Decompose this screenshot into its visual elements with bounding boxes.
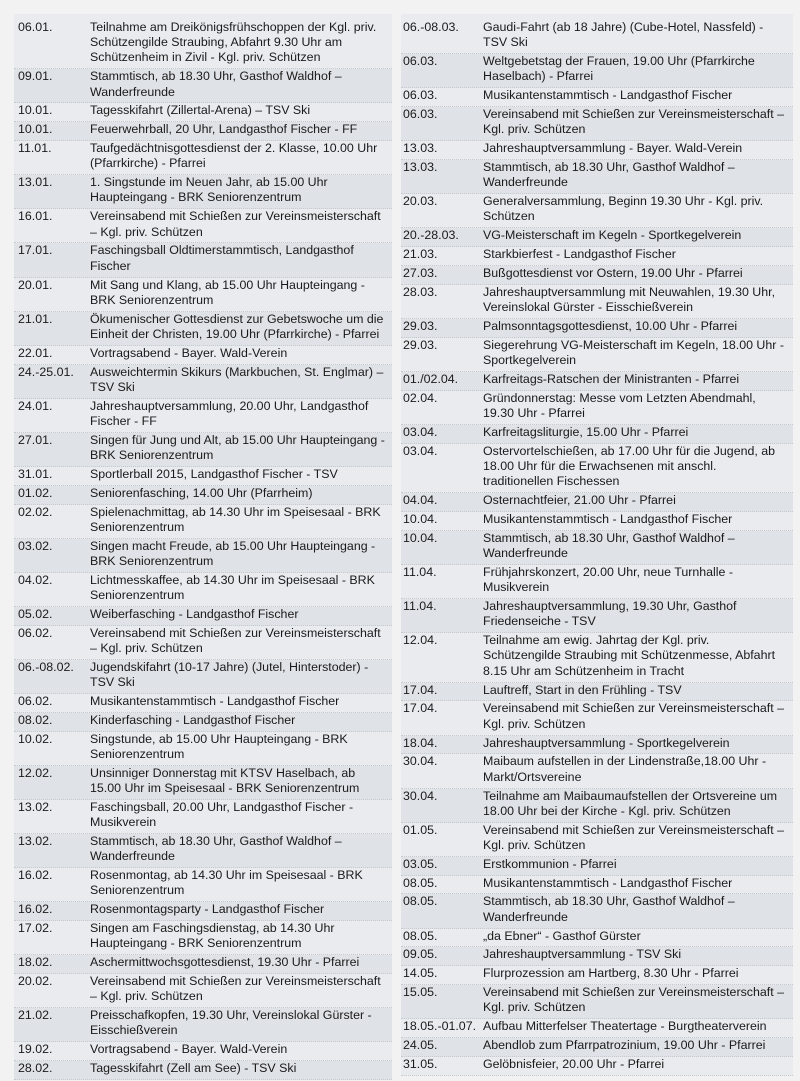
- event-date: 06.03.: [403, 107, 438, 122]
- event-description: Gaudi-Fahrt (ab 18 Jahre) (Cube-Hotel, Nassfeld) - TSV Ski: [483, 20, 764, 50]
- event-date: 11.04.: [403, 565, 437, 580]
- event-row: [401, 512, 793, 531]
- event-description: Sportlerball 2015, Landgasthof Fischer - TSV: [90, 466, 338, 481]
- event-date: 06.01.: [18, 20, 53, 34]
- event-row: [14, 278, 392, 312]
- event-row: [14, 103, 392, 122]
- event-description: Taufgedächtnisgottesdienst der 2. Klasse, 10.00 Uhr (Pfarrkirche) - Pfarrei: [90, 141, 378, 171]
- event-description: Stammtisch, ab 18.30 Uhr, Gasthof Waldhof – Wanderfreunde: [483, 894, 735, 924]
- event-row: [401, 493, 793, 512]
- event-date: 20.-28.03.: [403, 228, 459, 243]
- event-date: 01.02.: [18, 485, 53, 500]
- event-date: 17.04.: [403, 701, 438, 716]
- event-row: [401, 823, 793, 857]
- event-date: 08.05.: [403, 928, 438, 943]
- event-date: 13.02.: [18, 800, 53, 815]
- event-date: 27.03.: [403, 266, 438, 281]
- left-event-column: [14, 14, 392, 1080]
- event-date: 22.01.: [18, 345, 53, 360]
- event-row: [401, 736, 793, 755]
- event-row: [14, 399, 392, 433]
- event-description: Ostervortelschießen, ab 17.00 Uhr für die Jugend, ab 18.00 Uhr für die Erwachsenen mit anschl. traditionellen Fischessen: [483, 443, 776, 489]
- event-description: Singstunde, ab 15.00 Uhr Haupteingang - BRK Seniorenzentrum: [90, 731, 348, 762]
- event-description: Stammtisch, ab 18.30 Uhr, Gasthof Waldhof – Wanderfreunde: [483, 160, 735, 190]
- event-row: [14, 486, 392, 505]
- event-date: 30.04.: [403, 754, 438, 769]
- event-row: [401, 141, 793, 160]
- event-description: Singen für Jung und Alt, ab 15.00 Uhr Haupteingang - BRK Seniorenzentrum: [90, 432, 385, 463]
- event-description: Jahreshauptversammlung - Bayer. Wald-Verein: [483, 141, 743, 156]
- event-date: 01.05.: [403, 822, 438, 837]
- event-row: [14, 365, 392, 399]
- event-row: [14, 141, 392, 175]
- event-date: 02.02.: [18, 504, 53, 519]
- right-event-column: [401, 14, 793, 1076]
- event-row: [14, 713, 392, 732]
- event-date: 03.02.: [18, 538, 53, 553]
- event-row: [14, 20, 392, 69]
- event-row: [401, 338, 793, 372]
- event-date: 19.02.: [18, 1042, 53, 1057]
- event-date: 28.03.: [403, 284, 438, 299]
- event-row: [14, 175, 392, 209]
- event-date: 12.04.: [403, 633, 438, 648]
- event-description: Lauftreff, Start in den Frühling - TSV: [483, 682, 682, 697]
- event-description: Bußgottesdienst vor Ostern, 19.00 Uhr - Pfarrei: [483, 266, 743, 281]
- event-description: Tagesskifahrt (Zillertal-Arena) – TSV Ski: [90, 103, 311, 118]
- event-row: [401, 194, 793, 228]
- event-row: [401, 683, 793, 702]
- event-row: [14, 346, 392, 365]
- event-date: 16.01.: [18, 209, 53, 224]
- event-description: Vereinsabend mit Schießen zur Vereinsmeisterschaft – Kgl. priv. Schützen: [483, 107, 784, 137]
- event-date: 20.03.: [403, 194, 438, 209]
- event-description: Frühjahrskonzert, 20.00 Uhr, neue Turnhalle - Musikverein: [483, 565, 734, 595]
- event-date: 29.03.: [403, 319, 438, 334]
- event-row: [401, 285, 793, 319]
- event-date: 03.05.: [403, 856, 438, 871]
- event-date: 16.02.: [18, 868, 53, 883]
- event-date: 04.04.: [403, 493, 438, 508]
- event-description: VG-Meisterschaft im Kegeln - Sportkegelverein: [483, 228, 742, 243]
- event-row: [14, 1061, 392, 1080]
- event-description: Jahreshauptversammlung, 19.30 Uhr, Gasthof Friedenseiche - TSV: [483, 599, 737, 629]
- event-description: Vereinsabend mit Schießen zur Vereinsmeisterschaft – Kgl. priv. Schützen: [483, 985, 784, 1015]
- event-row: [401, 633, 793, 682]
- event-description: Feuerwehrball, 20 Uhr, Landgasthof Fischer - FF: [90, 122, 358, 137]
- event-row: [401, 160, 793, 194]
- event-description: Unsinniger Donnerstag mit KTSV Haselbach, ab 15.00 Uhr im Speisesaal - BRK Seniorenzentrum: [90, 765, 360, 796]
- event-description: Ausweichtermin Skikurs (Markbuchen, St. Englmar) – TSV Ski: [90, 364, 384, 394]
- event-row: [14, 243, 392, 277]
- event-row: [14, 1008, 392, 1042]
- event-row: [401, 894, 793, 928]
- event-row: [14, 834, 392, 868]
- event-description: Jahreshauptversammlung mit Neuwahlen, 19.30 Uhr, Vereinslokal Gürster - Eisschießverein: [483, 284, 776, 315]
- event-description: Stammtisch, ab 18.30 Uhr, Gasthof Waldhof – Wanderfreunde: [483, 530, 735, 561]
- event-date: 11.04.: [403, 599, 437, 614]
- event-description: Lichtmesskaffee, ab 14.30 Uhr im Speisesaal - BRK Seniorenzentrum: [90, 572, 375, 603]
- event-row: [14, 539, 392, 573]
- event-date: 20.02.: [18, 974, 53, 989]
- event-row: [401, 857, 793, 876]
- event-description: Generalversammlung, Beginn 19.30 Uhr - Kgl. priv. Schützen: [483, 194, 764, 224]
- event-date: 29.03.: [403, 337, 438, 352]
- event-row: [401, 754, 793, 788]
- event-description: Musikantenstammtisch - Landgasthof Fischer: [483, 512, 733, 527]
- event-description: Vereinsabend mit Schießen zur Vereinsmeisterschaft – Kgl. priv. Schützen: [90, 209, 381, 239]
- event-date: 24.01.: [18, 398, 53, 413]
- event-row: [401, 444, 793, 493]
- event-description: Spielenachmittag, ab 14.30 Uhr im Speisesaal - BRK Seniorenzentrum: [90, 504, 381, 534]
- event-description: Jahreshauptversammlung, 20.00 Uhr, Landgasthof Fischer - FF: [90, 398, 369, 428]
- event-description: Faschingsball Oldtimerstammtisch, Landgasthof Fischer: [90, 243, 354, 273]
- event-date: 21.01.: [18, 311, 53, 326]
- event-description: Kinderfasching - Landgasthof Fischer: [90, 712, 296, 727]
- event-date: 10.04.: [403, 512, 438, 527]
- event-description: Abendlob zum Pfarrpatrozinium, 19.00 Uhr - Pfarrei: [483, 1038, 766, 1053]
- event-row: [14, 868, 392, 902]
- event-description: „da Ebner“ - Gasthof Gürster: [483, 928, 641, 943]
- event-description: Gründonnerstag: Messe vom Letzten Abendmahl, 19.30 Uhr - Pfarrei: [483, 390, 756, 421]
- event-date: 01./02.04.: [403, 372, 459, 386]
- event-row: [14, 902, 392, 921]
- event-date: 03.04.: [403, 443, 438, 458]
- event-row: [14, 433, 392, 467]
- event-description: Palmsonntagsgottesdienst, 10.00 Uhr - Pfarrei: [483, 319, 738, 334]
- event-row: [401, 876, 793, 895]
- event-description: Karfreitagsliturgie, 15.00 Uhr - Pfarrei: [483, 424, 689, 439]
- event-description: Vereinsabend mit Schießen zur Vereinsmeisterschaft – Kgl. priv. Schützen: [483, 822, 784, 852]
- event-date: 08.05.: [403, 894, 438, 909]
- event-row: [401, 107, 793, 141]
- event-row: [14, 573, 392, 607]
- event-description: Rosenmontagsparty - Landgasthof Fischer: [90, 902, 325, 917]
- event-description: Stammtisch, ab 18.30 Uhr, Gasthof Waldhof – Wanderfreunde: [90, 834, 342, 864]
- event-row: [401, 1038, 793, 1057]
- event-row: [14, 974, 392, 1008]
- event-description: Gelöbnisfeier, 20.00 Uhr - Pfarrei: [483, 1057, 665, 1072]
- event-description: Vereinsabend mit Schießen zur Vereinsmeisterschaft – Kgl. priv. Schützen: [483, 701, 784, 731]
- event-description: Aufbau Mitterfelser Theatertage - Burgtheaterverein: [483, 1019, 767, 1034]
- event-description: Vortragsabend - Bayer. Wald-Verein: [90, 345, 288, 360]
- event-description: Singen am Faschingsdienstag, ab 14.30 Uhr Haupteingang - BRK Seniorenzentrum: [90, 921, 335, 951]
- event-row: [14, 626, 392, 660]
- event-date: 27.01.: [18, 432, 53, 447]
- event-date: 11.01.: [18, 141, 52, 156]
- event-date: 06.03.: [403, 54, 438, 69]
- event-row: [14, 660, 392, 694]
- event-row: [14, 732, 392, 766]
- event-description: Jugendskifahrt (10-17 Jahre) (Jutel, Hinterstoder) - TSV Ski: [90, 659, 369, 690]
- event-row: [401, 929, 793, 948]
- event-date: 13.03.: [403, 160, 438, 175]
- event-description: Osternachtfeier, 21.00 Uhr - Pfarrei: [483, 493, 676, 508]
- event-description: Aschermittwochsgottesdienst, 19.30 Uhr - Pfarrei: [90, 955, 360, 970]
- event-date: 10.01.: [18, 103, 53, 118]
- event-row: [401, 20, 793, 54]
- event-description: Karfreitags-Ratschen der Ministranten - Pfarrei: [483, 372, 740, 386]
- event-date: 18.02.: [18, 955, 53, 970]
- event-row: [401, 228, 793, 247]
- event-date: 06.02.: [18, 625, 53, 640]
- event-date: 06.03.: [403, 88, 438, 103]
- event-date: 21.02.: [18, 1008, 53, 1023]
- event-description: Teilnahme am ewig. Jahrtag der Kgl. priv. Schützengilde Straubing mit Schützenmesse, Abfahrt 8.15 Uhr am Schützenheim in Tracht: [483, 633, 776, 678]
- event-row: [401, 966, 793, 985]
- event-row: [401, 701, 793, 735]
- event-description: Vereinsabend mit Schießen zur Vereinsmeisterschaft – Kgl. priv. Schützen: [90, 625, 381, 656]
- event-row: [14, 607, 392, 626]
- event-date: 15.05.: [403, 985, 438, 1000]
- event-date: 09.01.: [18, 69, 53, 84]
- event-description: 1. Singstunde im Neuen Jahr, ab 15.00 Uhr Haupteingang - BRK Seniorenzentrum: [90, 175, 328, 205]
- event-date: 10.02.: [18, 731, 53, 746]
- event-date: 20.01.: [18, 277, 53, 292]
- event-row: [401, 54, 793, 88]
- event-date: 13.02.: [18, 834, 53, 849]
- event-date: 16.02.: [18, 902, 53, 917]
- event-row: [14, 505, 392, 539]
- event-description: Jahreshauptversammlung - Sportkegelverein: [483, 735, 730, 750]
- event-description: Musikantenstammtisch - Landgasthof Fischer: [90, 694, 340, 709]
- event-row: [14, 921, 392, 955]
- event-row: [401, 1057, 793, 1076]
- event-row: [401, 531, 793, 565]
- event-date: 02.04.: [403, 390, 438, 405]
- event-row: [401, 789, 793, 823]
- event-description: Weiberfasching - Landgasthof Fischer: [90, 606, 299, 621]
- event-date: 28.02.: [18, 1061, 53, 1076]
- event-row: [401, 985, 793, 1019]
- event-description: Musikantenstammtisch - Landgasthof Fischer: [483, 88, 733, 103]
- event-date: 17.02.: [18, 921, 53, 936]
- event-row: [401, 1019, 793, 1038]
- event-date: 31.01.: [18, 466, 53, 481]
- event-date: 13.01.: [18, 175, 53, 190]
- event-row: [14, 69, 392, 103]
- event-description: Singen macht Freude, ab 15.00 Uhr Haupteingang - BRK Seniorenzentrum: [90, 538, 376, 568]
- event-date: 08.05.: [403, 875, 438, 890]
- event-row: [14, 955, 392, 974]
- event-description: Vereinsabend mit Schießen zur Vereinsmeisterschaft – Kgl. priv. Schützen: [90, 974, 381, 1004]
- event-row: [401, 565, 793, 599]
- event-row: [401, 266, 793, 285]
- event-row: [14, 312, 392, 346]
- event-description: Rosenmontag, ab 14.30 Uhr im Speisesaal - BRK Seniorenzentrum: [90, 868, 363, 898]
- event-description: Teilnahme am Dreikönigsfrühschoppen der Kgl. priv. Schützengilde Straubing, Abfahrt 9.30 Uhr am Schützenheim in Zivil - Kgl. priv. Schützen: [90, 20, 377, 65]
- event-date: 06.-08.02.: [18, 659, 74, 674]
- event-row: [401, 599, 793, 633]
- event-description: Mit Sang und Klang, ab 15.00 Uhr Haupteingang - BRK Seniorenzentrum: [90, 277, 365, 307]
- event-date: 18.05.-01.07.: [403, 1019, 477, 1034]
- event-description: Siegerehrung VG-Meisterschaft im Kegeln, 18.00 Uhr - Sportkegelverein: [483, 337, 784, 368]
- event-date: 06.02.: [18, 694, 53, 709]
- event-date: 04.02.: [18, 572, 53, 587]
- event-row: [14, 800, 392, 834]
- event-date: 24.05.: [403, 1038, 438, 1053]
- event-description: Flurprozession am Hartberg, 8.30 Uhr - Pfarrei: [483, 966, 739, 981]
- event-description: Preisschafkopfen, 19.30 Uhr, Vereinslokal Gürster - Eisschießverein: [90, 1008, 372, 1038]
- event-row: [401, 319, 793, 338]
- event-date: 17.04.: [403, 682, 438, 697]
- event-row: [401, 425, 793, 444]
- event-description: Teilnahme am Maibaumaufstellen der Ortsvereine um 18.00 Uhr bei der Kirche - Kgl. priv. Schützen: [483, 788, 778, 818]
- event-row: [401, 391, 793, 425]
- event-date: 12.02.: [18, 765, 53, 780]
- event-row: [14, 766, 392, 800]
- event-date: 30.04.: [403, 788, 438, 803]
- event-date: 18.04.: [403, 735, 438, 750]
- event-row: [14, 122, 392, 141]
- event-date: 10.04.: [403, 530, 438, 545]
- event-row: [401, 88, 793, 107]
- event-row: [401, 947, 793, 966]
- event-description: Musikantenstammtisch - Landgasthof Fischer: [483, 875, 733, 890]
- event-date: 09.05.: [403, 947, 438, 962]
- event-date: 06.-08.03.: [403, 20, 459, 34]
- event-date: 10.01.: [18, 122, 53, 137]
- event-date: 03.04.: [403, 424, 438, 439]
- event-row: [14, 1042, 392, 1061]
- event-row: [401, 372, 793, 391]
- event-description: Jahreshauptversammlung - TSV Ski: [483, 947, 682, 962]
- event-row: [14, 467, 392, 486]
- event-row: [14, 694, 392, 713]
- event-row: [401, 247, 793, 266]
- event-date: 08.02.: [18, 712, 53, 727]
- event-description: Weltgebetstag der Frauen, 19.00 Uhr (Pfarrkirche Haselbach) - Pfarrei: [483, 54, 755, 84]
- event-row: [14, 209, 392, 243]
- event-description: Ökumenischer Gottesdienst zur Gebetswoche um die Einheit der Christen, 19.00 Uhr (Pfarrkirche) - Pfarrei: [90, 311, 384, 341]
- event-date: 14.05.: [403, 966, 438, 981]
- event-description: Starkbierfest - Landgasthof Fischer: [483, 247, 676, 262]
- event-description: Maibaum aufstellen in der Lindenstraße,18.00 Uhr - Markt/Ortsvereine: [483, 754, 767, 784]
- event-description: Faschingsball, 20.00 Uhr, Landgasthof Fischer - Musikverein: [90, 800, 354, 830]
- event-description: Stammtisch, ab 18.30 Uhr, Gasthof Waldhof – Wanderfreunde: [90, 69, 342, 99]
- event-date: 24.-25.01.: [18, 364, 74, 379]
- event-description: Seniorenfasching, 14.00 Uhr (Pfarrheim): [90, 485, 313, 500]
- event-date: 17.01.: [18, 243, 53, 258]
- event-description: Tagesskifahrt (Zell am See) - TSV Ski: [90, 1061, 297, 1076]
- event-date: 31.05.: [403, 1057, 438, 1072]
- event-date: 05.02.: [18, 606, 53, 621]
- event-description: Vortragsabend - Bayer. Wald-Verein: [90, 1042, 288, 1057]
- event-date: 21.03.: [403, 247, 438, 262]
- event-date: 13.03.: [403, 141, 438, 156]
- event-description: Erstkommunion - Pfarrei: [483, 856, 617, 871]
